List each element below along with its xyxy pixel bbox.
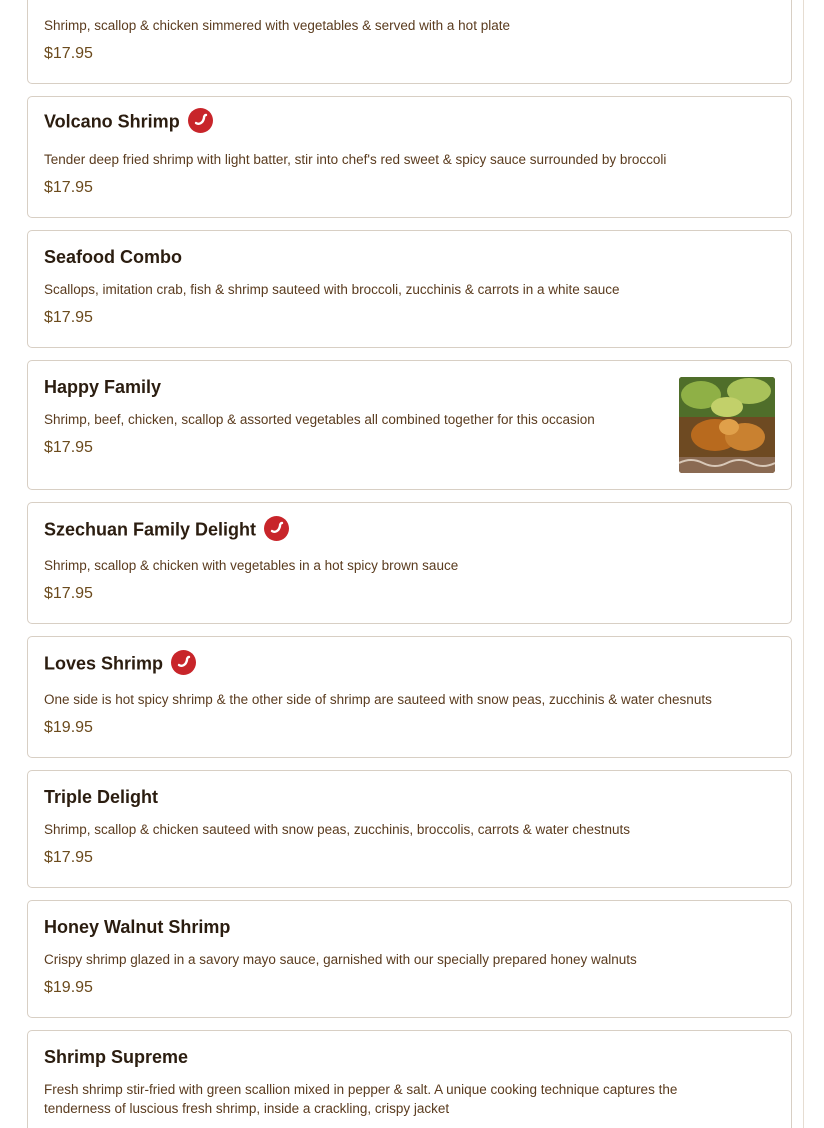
- menu-item-card[interactable]: [27, 770, 792, 888]
- item-description: One side is hot spicy shrimp & the other side of shrimp are sauteed with snow peas, zucchinis & water chesnuts: [44, 692, 712, 707]
- menu-item-card[interactable]: [27, 1030, 792, 1128]
- item-name: Loves Shrimp: [44, 653, 164, 674]
- chili-pepper-icon: [171, 650, 196, 675]
- menu-item-card[interactable]: [27, 0, 792, 84]
- item-description: Tender deep fried shrimp with light batter, stir into chef's red sweet & spicy sauce surrounded by broccoli: [44, 152, 667, 167]
- item-description: Shrimp, scallop & chicken simmered with vegetables & served with a hot plate: [44, 18, 510, 33]
- item-price: $17.95: [44, 439, 93, 456]
- item-price: $17.95: [44, 45, 93, 62]
- menu-item-card[interactable]: [27, 360, 792, 490]
- item-description: Fresh shrimp stir-fried with green scallion mixed in pepper & salt. A unique cooking technique captures the tenderness of luscious fresh shrimp, inside a crackling, crispy jacket: [44, 1082, 678, 1116]
- item-name: Happy Family: [44, 377, 162, 397]
- item-description: Crispy shrimp glazed in a savory mayo sauce, garnished with our specially prepared honey walnuts: [44, 952, 637, 967]
- dish-photo[interactable]: [679, 377, 775, 473]
- item-price: $17.95: [44, 179, 93, 196]
- chili-pepper-icon: [264, 516, 289, 541]
- menu-item-card[interactable]: [27, 230, 792, 348]
- item-description: Scallops, imitation crab, fish & shrimp sauteed with broccoli, zucchinis & carrots in a white sauce: [44, 282, 620, 297]
- item-name: Honey Walnut Shrimp: [44, 917, 231, 937]
- item-price: $17.95: [44, 585, 93, 602]
- item-name: Shrimp Supreme: [44, 1047, 189, 1067]
- item-price: $19.95: [44, 719, 93, 736]
- item-name: Triple Delight: [44, 787, 159, 807]
- item-description: Shrimp, beef, chicken, scallop & assorted vegetables all combined together for this occasion: [44, 412, 595, 427]
- item-name-row: [44, 110, 213, 135]
- item-name-row: [44, 518, 289, 543]
- chili-pepper-icon: [188, 108, 213, 133]
- menu-item-card[interactable]: [27, 636, 792, 758]
- menu-item-card[interactable]: [27, 96, 792, 218]
- menu-item-card[interactable]: [27, 502, 792, 624]
- item-name: Szechuan Family Delight: [44, 519, 257, 540]
- menu-item-card[interactable]: [27, 900, 792, 1018]
- item-name: Volcano Shrimp: [44, 111, 180, 132]
- item-price: $19.95: [44, 979, 93, 996]
- item-description: Shrimp, scallop & chicken with vegetables in a hot spicy brown sauce: [44, 558, 459, 573]
- item-name-row: [44, 652, 196, 677]
- item-price: $17.95: [44, 309, 93, 326]
- item-description: Shrimp, scallop & chicken sauteed with snow peas, zucchinis, broccolis, carrots & water chestnuts: [44, 822, 631, 837]
- item-price: $17.95: [44, 849, 93, 866]
- item-name: Seafood Combo: [44, 247, 182, 267]
